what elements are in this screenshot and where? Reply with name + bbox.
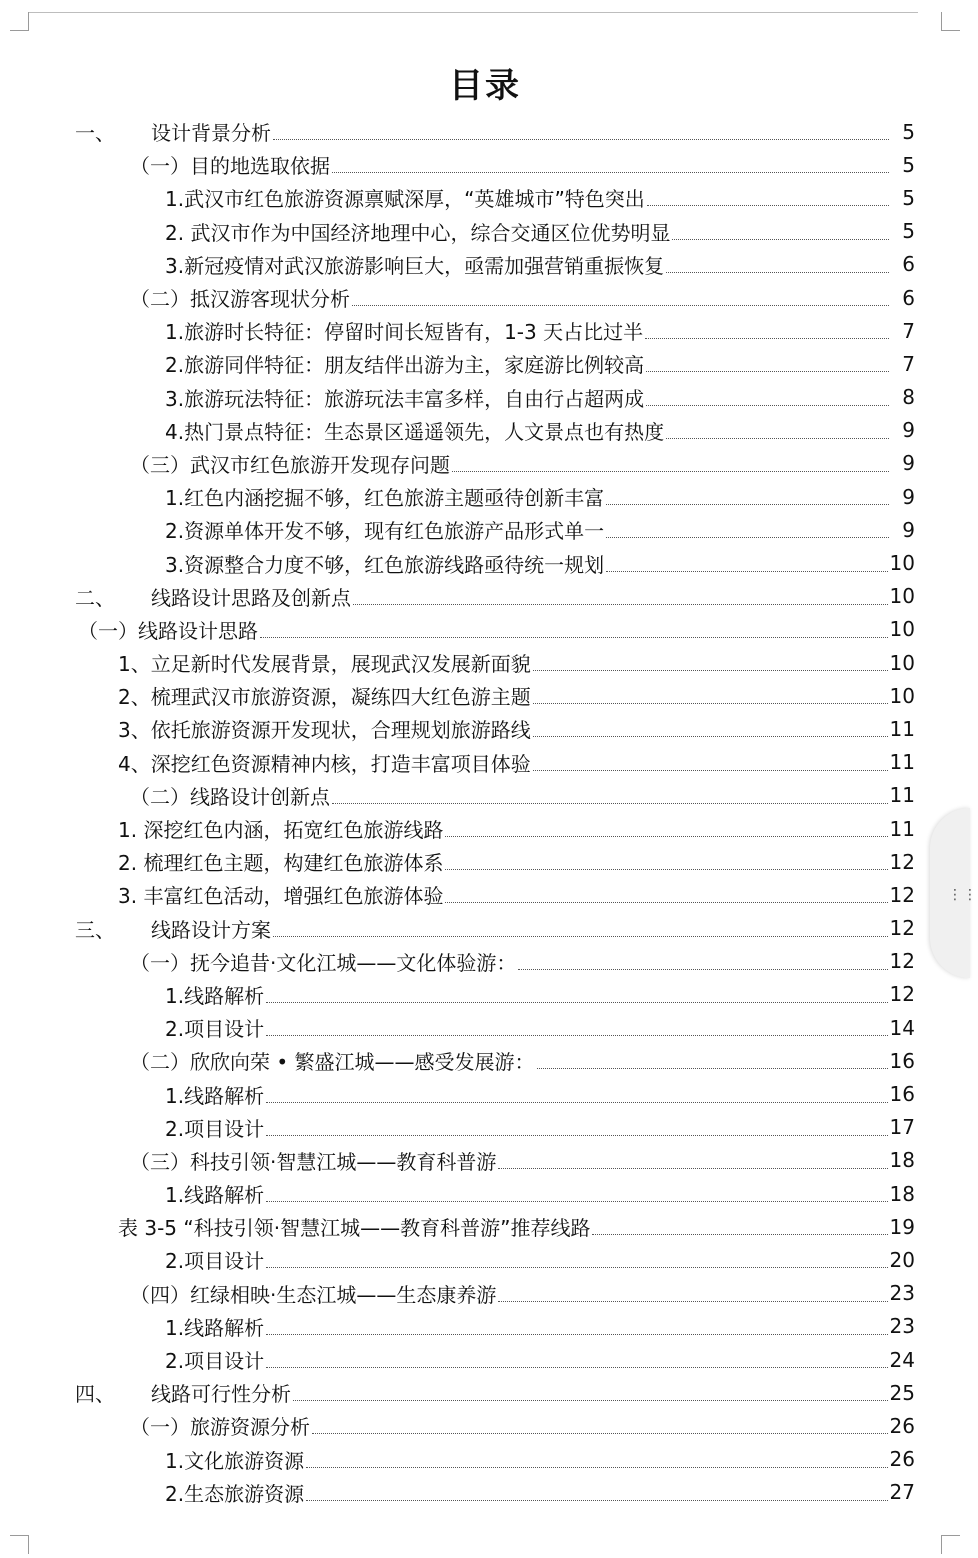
toc-entry[interactable]	[0, 613, 970, 646]
toc-entry[interactable]	[0, 1376, 970, 1409]
crop-mark-bottom-left	[10, 1535, 29, 1554]
toc-entry-title: 1.线路解析	[165, 1183, 265, 1208]
toc-entry-title: 2.生态旅游资源	[165, 1481, 305, 1506]
toc-page-number: 12	[889, 849, 915, 874]
toc-leader-dots	[537, 1068, 888, 1069]
toc-entry-title: （三）武汉市红色旅游开发现存问题	[130, 452, 450, 477]
toc-section-number: 一、	[75, 121, 115, 146]
toc-page-number: 19	[889, 1214, 915, 1239]
toc-section-text: 设计背景分析	[151, 121, 271, 146]
toc-entry[interactable]	[0, 1343, 970, 1376]
toc-leader-dots	[266, 1135, 887, 1136]
toc-page-number: 10	[889, 650, 915, 675]
toc-entry[interactable]	[0, 1044, 970, 1077]
toc-page-number: 5	[902, 185, 915, 210]
toc-entry-title: 1. 深挖红色内涵，拓宽红色旅游线路	[118, 818, 444, 843]
toc-entry[interactable]	[0, 513, 970, 546]
toc-page-number: 16	[889, 1048, 915, 1073]
toc-leader-dots	[273, 936, 888, 937]
toc-entry-title: 4、深挖红色资源精神内核，打造丰富项目体验	[118, 751, 531, 776]
toc-entry-title: 3.旅游玩法特征：旅游玩法丰富多样，自由行占超两成	[165, 386, 645, 411]
toc-page-number: 11	[889, 750, 915, 775]
toc-page-number: 11	[889, 816, 915, 841]
toc-leader-dots	[452, 471, 889, 472]
toc-page-number: 12	[889, 949, 915, 974]
toc-entry[interactable]	[0, 945, 970, 978]
toc-entry-title: 2.项目设计	[165, 1116, 265, 1141]
toc-leader-dots	[266, 1035, 887, 1036]
toc-entry[interactable]	[0, 1310, 970, 1343]
toc-entry[interactable]	[0, 248, 970, 281]
toc-leader-dots	[646, 371, 889, 372]
toc-entry-title: （二）线路设计创新点	[130, 784, 330, 809]
toc-leader-dots	[518, 969, 887, 970]
crop-mark-top-right	[941, 12, 960, 31]
toc-entry[interactable]	[0, 746, 970, 779]
toc-leader-dots	[306, 1467, 887, 1468]
toc-entry[interactable]	[0, 314, 970, 347]
toc-leader-dots	[266, 1367, 887, 1368]
toc-leader-dots	[606, 504, 889, 505]
toc-entry-title: 3、依托旅游资源开发现状，合理规划旅游路线	[118, 718, 531, 743]
toc-page-number: 26	[889, 1447, 915, 1472]
toc-entry-title: （二）抵汉游客现状分析	[130, 287, 350, 312]
toc-page-number: 24	[889, 1347, 915, 1372]
toc-leader-dots	[352, 305, 889, 306]
toc-entry-title: 1.旅游时长特征：停留时间长短皆有，1-3 天占比过半	[165, 320, 644, 345]
toc-entry-title: 2、梳理武汉市旅游资源，凝练四大红色游主题	[118, 685, 531, 710]
toc-page-number: 7	[902, 318, 915, 343]
toc-leader-dots	[445, 836, 887, 837]
toc-entry-title: （一）旅游资源分析	[130, 1415, 310, 1440]
toc-entry[interactable]	[0, 1111, 970, 1144]
toc-leader-dots	[647, 205, 889, 206]
toc-entry-title: 2.资源单体开发不够，现有红色旅游产品形式单一	[165, 519, 605, 544]
toc-page-number: 5	[902, 219, 915, 244]
toc-page-number: 18	[889, 1148, 915, 1173]
toc-entry[interactable]	[0, 115, 970, 148]
toc-entry-title: 2. 武汉市作为中国经济地理中心，综合交通区位优势明显	[165, 220, 671, 245]
toc-page-number: 6	[902, 285, 915, 310]
toc-page-number: 9	[902, 484, 915, 509]
toc-leader-dots	[666, 272, 889, 273]
toc-leader-dots	[266, 1002, 887, 1003]
toc-leader-dots	[266, 1334, 887, 1335]
toc-page-number: 18	[889, 1181, 915, 1206]
toc-entry-title: 2. 梳理红色主题，构建红色旅游体系	[118, 851, 444, 876]
toc-leader-dots	[606, 537, 889, 538]
toc-entry[interactable]	[0, 1144, 970, 1177]
toc-entry-title: 1.红色内涵挖掘不够，红色旅游主题亟待创新丰富	[165, 486, 605, 511]
toc-page-number: 26	[889, 1413, 915, 1438]
toc-section-text: 线路设计方案	[151, 917, 271, 942]
toc-entry[interactable]	[0, 646, 970, 679]
toc-entry-title: （一）抚今追昔·文化江城——文化体验游：	[130, 950, 517, 975]
toc-page-number: 7	[902, 351, 915, 376]
toc-section-text: 线路设计思路及创新点	[151, 585, 351, 610]
toc-leader-dots	[306, 1500, 887, 1501]
toc-entry[interactable]	[0, 1177, 970, 1210]
toc-leader-dots	[592, 1234, 887, 1235]
toc-entry-title: 2.项目设计	[165, 1249, 265, 1274]
toc-page-number: 17	[889, 1115, 915, 1140]
toc-entry[interactable]	[0, 978, 970, 1011]
toc-page-number: 9	[902, 517, 915, 542]
toc-entry[interactable]	[0, 347, 970, 380]
toc-entry[interactable]	[0, 546, 970, 579]
toc-page-number: 23	[889, 1314, 915, 1339]
toc-page-number: 23	[889, 1281, 915, 1306]
toc-entry[interactable]	[0, 414, 970, 447]
toc-entry-title: 4.热门景点特征：生态景区遥遥领先，人文景点也有热度	[165, 419, 665, 444]
toc-entry-title: （四）红绿相映·生态江城——生态康养游	[130, 1282, 497, 1307]
toc-entry[interactable]	[0, 845, 970, 878]
toc-leader-dots	[533, 770, 888, 771]
grip-icon: ⋮⋮	[948, 887, 978, 903]
toc-entry-title: 2.项目设计	[165, 1017, 265, 1042]
toc-leader-dots	[260, 637, 888, 638]
toc-entry[interactable]	[0, 812, 970, 845]
toc-section-number: 四、	[75, 1382, 115, 1407]
toc-leader-dots	[312, 1433, 888, 1434]
toc-entry[interactable]	[0, 480, 970, 513]
toc-leader-dots	[646, 405, 889, 406]
toc-entry[interactable]	[0, 1243, 970, 1276]
toc-entry-title: 表 3-5 “科技引领·智慧江城——教育科普游”推荐线路	[118, 1216, 591, 1241]
toc-entry-title: 1.线路解析	[165, 1083, 265, 1108]
toc-page-number: 20	[889, 1247, 915, 1272]
toc-entry[interactable]	[0, 1277, 970, 1310]
toc-page-number: 8	[902, 385, 915, 410]
toc-entry[interactable]	[0, 1476, 970, 1509]
toc-leader-dots	[445, 902, 887, 903]
toc-entry-title: 3. 丰富红色活动，增强红色旅游体验	[118, 884, 444, 909]
toc-page-number: 6	[902, 252, 915, 277]
toc-section-text: 线路可行性分析	[151, 1382, 291, 1407]
page-top-border	[28, 12, 918, 13]
toc-entry[interactable]	[0, 381, 970, 414]
toc-page-number: 10	[889, 584, 915, 609]
toc-entry-title	[0, 117, 271, 146]
toc-leader-dots	[332, 803, 888, 804]
toc-page-number: 9	[902, 451, 915, 476]
toc-entry[interactable]	[0, 580, 970, 613]
toc-entry[interactable]	[0, 148, 970, 181]
toc-entry[interactable]	[0, 281, 970, 314]
toc-entry-title: 1.武汉市红色旅游资源禀赋深厚，“英雄城市”特色突出	[165, 187, 645, 212]
toc-entry[interactable]	[0, 712, 970, 745]
toc-entry-title: （三）科技引领·智慧江城——教育科普游	[130, 1149, 497, 1174]
toc-page-number: 12	[889, 982, 915, 1007]
toc-page-number: 12	[889, 916, 915, 941]
toc-page-number: 5	[902, 119, 915, 144]
toc-entry[interactable]	[0, 1011, 970, 1044]
toc-entry-title	[0, 582, 351, 611]
toc-entry-title: 2.旅游同伴特征：朋友结伴出游为主，家庭游比例较高	[165, 353, 645, 378]
table-of-contents	[0, 115, 970, 1509]
toc-leader-dots	[498, 1301, 887, 1302]
crop-mark-bottom-right	[941, 1535, 960, 1554]
toc-leader-dots	[533, 670, 888, 671]
toc-page-number: 12	[889, 882, 915, 907]
toc-entry[interactable]	[0, 1077, 970, 1110]
toc-leader-dots	[266, 1267, 887, 1268]
toc-entry[interactable]	[0, 912, 970, 945]
toc-leader-dots	[273, 139, 889, 140]
toc-page-number: 14	[889, 1015, 915, 1040]
toc-entry[interactable]	[0, 679, 970, 712]
toc-leader-dots	[672, 239, 889, 240]
toc-section-number: 三、	[75, 917, 115, 942]
toc-page-number: 10	[889, 617, 915, 642]
toc-entry[interactable]	[0, 1210, 970, 1243]
toc-page-number: 10	[889, 683, 915, 708]
toc-leader-dots	[353, 604, 888, 605]
toc-entry-title: 2.项目设计	[165, 1349, 265, 1374]
toc-leader-dots	[533, 736, 888, 737]
toc-leader-dots	[645, 338, 889, 339]
toc-page-number: 11	[889, 716, 915, 741]
toc-leader-dots	[666, 438, 889, 439]
toc-entry[interactable]	[0, 878, 970, 911]
page-title: 目录	[449, 66, 521, 106]
toc-leader-dots	[332, 172, 889, 173]
toc-entry-title: 1.线路解析	[165, 1315, 265, 1340]
toc-page-number: 5	[902, 152, 915, 177]
toc-entry-title: （一）线路设计思路	[78, 618, 258, 643]
toc-leader-dots	[266, 1102, 887, 1103]
toc-entry[interactable]	[0, 1409, 970, 1442]
toc-page-number: 11	[889, 783, 915, 808]
toc-leader-dots	[533, 703, 888, 704]
toc-page-number: 9	[902, 418, 915, 443]
toc-leader-dots	[266, 1201, 887, 1202]
toc-entry-title: （一）目的地选取依据	[130, 154, 330, 179]
toc-section-number: 二、	[75, 585, 115, 610]
toc-leader-dots	[498, 1168, 887, 1169]
toc-page-number: 27	[889, 1480, 915, 1505]
toc-entry-title: 1、立足新时代发展背景，展现武汉发展新面貌	[118, 652, 531, 677]
toc-entry[interactable]	[0, 215, 970, 248]
toc-leader-dots	[293, 1400, 888, 1401]
toc-entry[interactable]	[0, 447, 970, 480]
toc-entry-title: 1.线路解析	[165, 983, 265, 1008]
toc-entry-title: 3.新冠疫情对武汉旅游影响巨大，亟需加强营销重振恢复	[165, 253, 665, 278]
toc-entry[interactable]	[0, 779, 970, 812]
toc-entry-title: 3.资源整合力度不够，红色旅游线路亟待统一规划	[165, 552, 605, 577]
toc-page-number: 16	[889, 1082, 915, 1107]
toc-entry[interactable]	[0, 1443, 970, 1476]
toc-entry-title: （二）欣欣向荣 • 繁盛江城——感受发展游：	[130, 1050, 535, 1075]
toc-page-number: 25	[889, 1380, 915, 1405]
toc-leader-dots	[445, 869, 887, 870]
toc-entry-title: 1.文化旅游资源	[165, 1448, 305, 1473]
toc-entry-title	[0, 1378, 291, 1407]
toc-entry-title	[0, 914, 271, 943]
crop-mark-top-left	[10, 12, 29, 31]
toc-page-number: 10	[889, 551, 915, 576]
side-drawer-handle[interactable]	[930, 808, 978, 978]
toc-leader-dots	[606, 571, 887, 572]
toc-entry[interactable]	[0, 181, 970, 214]
